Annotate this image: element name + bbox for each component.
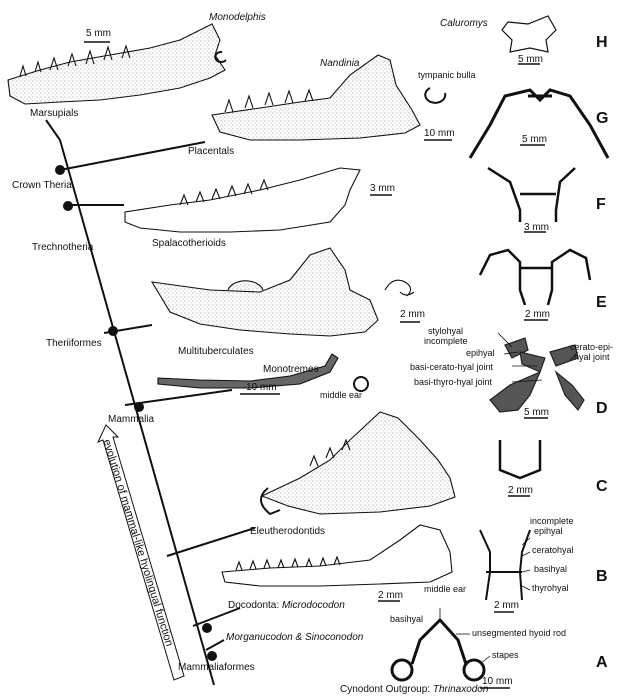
evolution-arrow-label: evolution of mammal-like hyolingual function bbox=[100, 438, 176, 648]
label-incomplete-2: incomplete bbox=[530, 516, 574, 526]
label-caluromys: Caluromys bbox=[440, 18, 488, 29]
scale-multitub: 2 mm bbox=[400, 309, 425, 320]
label-theriiformes: Theriiformes bbox=[46, 338, 102, 349]
label-spalacotherioids: Spalacotherioids bbox=[152, 238, 226, 249]
label-epihyal-2: epihyal bbox=[534, 526, 563, 536]
panel-letter-d: D bbox=[596, 400, 608, 417]
label-cynodont: Cynodont Outgroup: Thrinaxodon bbox=[340, 684, 489, 695]
scale-h: 5 mm bbox=[518, 54, 543, 65]
label-monotremes: Monotremes bbox=[263, 364, 319, 375]
node-docodonta bbox=[202, 623, 212, 633]
scale-monodelphis: 5 mm bbox=[86, 28, 111, 39]
label-mammaliaformes: Mammaliaformes bbox=[178, 662, 255, 673]
label-ceratohyal: ceratohyal bbox=[532, 545, 574, 555]
hyoid-f bbox=[488, 168, 575, 222]
eleutherodontid-jaw bbox=[262, 412, 455, 514]
placentals-branch bbox=[60, 142, 205, 170]
node-crown-theria bbox=[55, 165, 65, 175]
label-placentals: Placentals bbox=[188, 146, 235, 157]
label-eleutherodontids: Eleutherodontids bbox=[250, 526, 326, 537]
scale-docodont: 2 mm bbox=[378, 590, 403, 601]
label-middle-ear-2: middle ear bbox=[424, 584, 467, 594]
scale-spalaco: 3 mm bbox=[370, 183, 395, 194]
label-cerato-epi-1: cerato-epi- bbox=[570, 342, 614, 352]
scale-thrinaxodon: 10 mm bbox=[482, 676, 513, 687]
spalacotheriid-jaw bbox=[125, 168, 360, 232]
hyoid-c bbox=[500, 440, 540, 478]
label-thyrohyal: thyrohyal bbox=[532, 583, 569, 593]
label-monodelphis: Monodelphis bbox=[209, 12, 266, 23]
eleuthero-branch bbox=[167, 528, 255, 556]
scale-d: 5 mm bbox=[524, 407, 549, 418]
scale-e: 2 mm bbox=[525, 309, 550, 320]
scale-f: 3 mm bbox=[524, 222, 549, 233]
label-basihyal-2: basihyal bbox=[390, 614, 424, 624]
node-mammaliaformes bbox=[207, 651, 217, 661]
hyoid-g bbox=[470, 90, 608, 158]
label-basi-thyro: basi-thyro-hyal joint bbox=[414, 377, 493, 387]
morganucodon-branch bbox=[206, 640, 224, 650]
scale-c: 2 mm bbox=[508, 485, 533, 496]
panel-letter-e: E bbox=[596, 294, 607, 311]
node-trechnotheria bbox=[63, 201, 73, 211]
hyoid-e bbox=[480, 250, 590, 305]
label-basi-cerato: basi-cerato-hyal joint bbox=[410, 362, 494, 372]
label-marsupials: Marsupials bbox=[30, 108, 79, 119]
label-docodonta: Docodonta: Microdocodon bbox=[228, 600, 345, 611]
panel-letter-f: F bbox=[596, 196, 606, 213]
monodelphis-jaw bbox=[8, 24, 225, 104]
label-incomplete-1: incomplete bbox=[424, 336, 468, 346]
label-stapes: stapes bbox=[492, 650, 519, 660]
panel-letter-g: G bbox=[596, 110, 609, 127]
label-tympanic-bulla: tympanic bulla bbox=[418, 70, 476, 80]
hyoid-a bbox=[412, 620, 466, 664]
label-stylohyal: stylohyal bbox=[428, 326, 464, 336]
hyoid-b bbox=[480, 530, 530, 600]
label-middle-ear-1: middle ear bbox=[320, 390, 363, 400]
label-nandinia: Nandinia bbox=[320, 58, 360, 69]
nandinia-jaw bbox=[212, 55, 420, 140]
label-morganucodon: Morganucodon & Sinoconodon bbox=[226, 632, 364, 643]
label-epihyal: epihyal bbox=[466, 348, 495, 358]
label-crown-theria: Crown Theria bbox=[12, 180, 72, 191]
hyoid-h bbox=[502, 16, 556, 52]
label-unsegmented: unsegmented hyoid rod bbox=[472, 628, 567, 638]
monotreme-middle-ear bbox=[354, 377, 368, 391]
stapes-left bbox=[392, 660, 412, 680]
label-cerato-epi-2: hyal joint bbox=[574, 352, 610, 362]
panel-letter-h: H bbox=[596, 34, 608, 51]
label-multituberculates: Multituberculates bbox=[178, 346, 254, 357]
panel-letter-a: A bbox=[596, 654, 608, 671]
label-mammalia: Mammalia bbox=[108, 414, 155, 425]
scale-monotreme: 10 mm bbox=[246, 382, 277, 393]
scale-nandinia: 10 mm bbox=[424, 128, 455, 139]
panel-letter-c: C bbox=[596, 478, 608, 495]
scale-b: 2 mm bbox=[494, 600, 519, 611]
panel-letter-b: B bbox=[596, 568, 608, 585]
label-trechnotheria: Trechnotheria bbox=[32, 242, 94, 253]
node-theriiformes bbox=[108, 326, 118, 336]
node-mammalia bbox=[134, 402, 144, 412]
scale-g: 5 mm bbox=[522, 134, 547, 145]
multituberculate-jaw bbox=[152, 248, 378, 336]
label-basihyal: basihyal bbox=[534, 564, 568, 574]
